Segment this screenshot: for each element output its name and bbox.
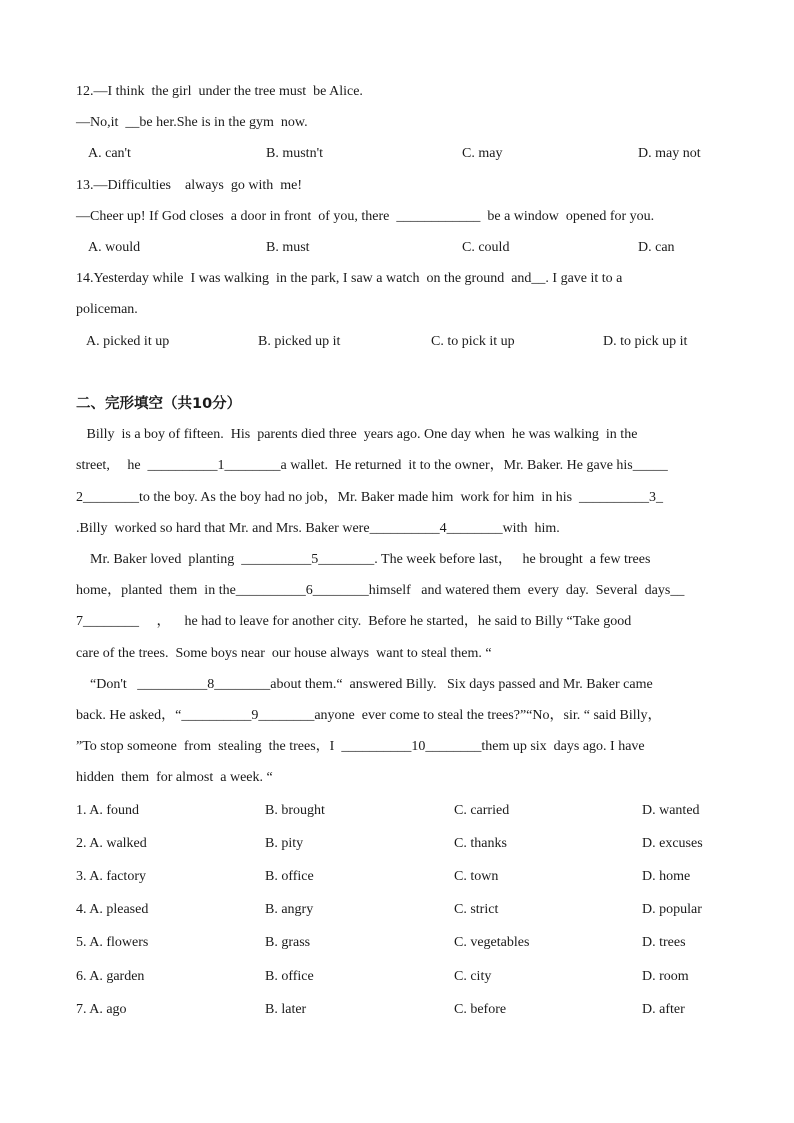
choice-option: 7. A. ago xyxy=(76,1002,127,1017)
q14-option-c: C. to pick it up xyxy=(431,334,515,349)
choice-option: 2. A. walked xyxy=(76,836,147,851)
passage-line: Billy is a boy of fifteen. His parents died three years ago. One day when he was walking in the xyxy=(76,427,638,442)
passage-text: a wallet. He returned it to the owner，Mr. Baker. He gave his xyxy=(280,458,633,473)
choice-option: D. room xyxy=(642,969,689,984)
choice-option: 3. A. factory xyxy=(76,869,146,884)
choice-option: 6. A. garden xyxy=(76,969,145,984)
choice-option: C. town xyxy=(454,869,499,884)
choice-option: D. after xyxy=(642,1002,685,1017)
q12-option-a: A. can't xyxy=(88,146,131,161)
q12-option-b: B. mustn't xyxy=(266,146,323,161)
choice-option: C. thanks xyxy=(454,836,507,851)
passage-line xyxy=(76,675,653,695)
passage-text: himself and watered them every day. Several days xyxy=(368,583,671,598)
passage-text: with him. xyxy=(502,521,560,536)
passage-text: . The week before last， he brought a few trees xyxy=(374,552,651,567)
passage-line xyxy=(76,519,560,539)
choice-option: B. office xyxy=(265,869,314,884)
q12-option-c: C. may xyxy=(462,146,503,161)
passage-text: about them.“ answered Billy. Six days passed and Mr. Baker came xyxy=(270,677,653,692)
passage-text: back. He asked，“ xyxy=(76,708,182,723)
blank-7: 7________ xyxy=(76,614,139,629)
q14-stem-line1: 14.Yesterday while I was walking in the park, I saw a watch on the ground and__. I gave it to a xyxy=(76,271,623,286)
choice-option: C. city xyxy=(454,969,492,984)
choice-option: C. strict xyxy=(454,902,499,917)
passage-line xyxy=(76,488,663,508)
blank-6: __________6________ xyxy=(235,583,369,598)
blank-1: __________1________ xyxy=(147,458,281,473)
q12-stem: 12.—I think the girl under the tree must be Alice. xyxy=(76,84,363,99)
choice-option: B. office xyxy=(265,969,314,984)
choice-option: D. trees xyxy=(642,935,686,950)
q13-option-d: D. can xyxy=(638,240,675,255)
choice-option: 1. A. found xyxy=(76,803,139,818)
passage-text: ， he had to leave for another city. Before he started，he said to Billy “Take good xyxy=(139,614,632,629)
passage-text: Mr. Baker loved planting xyxy=(76,552,242,567)
choice-option: C. vegetables xyxy=(454,935,530,950)
passage-text: anyone ever come to steal the trees?”“No，sir. “ said Billy， xyxy=(314,708,662,723)
blank-8: __________8________ xyxy=(137,677,271,692)
blank-9: __________9________ xyxy=(181,708,315,723)
passage-text: .Billy worked so hard that Mr. and Mrs. Baker were xyxy=(76,521,370,536)
choice-option: D. popular xyxy=(642,902,702,917)
passage-text: __ xyxy=(670,583,685,598)
choice-option: C. carried xyxy=(454,803,510,818)
blank-5: __________5________ xyxy=(241,552,375,567)
passage-text: “Don't xyxy=(76,677,138,692)
passage-text: ”To stop someone from stealing the trees，I xyxy=(76,739,342,754)
q13-stem: 13.—Difficulties always go with me! xyxy=(76,178,303,193)
choice-option: 4. A. pleased xyxy=(76,902,149,917)
q12-option-d: D. may not xyxy=(638,146,701,161)
passage-line: care of the trees. Some boys near our house always want to steal them. “ xyxy=(76,646,492,661)
q14-stem-line2: policeman. xyxy=(76,302,138,317)
passage-text: _____ xyxy=(632,458,668,473)
choice-option: C. before xyxy=(454,1002,507,1017)
blank-2: 2________ xyxy=(76,490,139,505)
passage-text: them up six days ago. I have xyxy=(481,739,645,754)
choice-option: B. later xyxy=(265,1002,307,1017)
choice-option: B. brought xyxy=(265,803,325,818)
passage-text: to the boy. As the boy had no job，Mr. Baker made him work for him in his xyxy=(139,490,580,505)
choice-option: D. home xyxy=(642,869,691,884)
q13-option-a: A. would xyxy=(88,240,141,255)
q14-option-a: A. picked it up xyxy=(86,334,170,349)
q12-reply: —No,it __be her.She is in the gym now. xyxy=(76,115,308,130)
choice-option: B. grass xyxy=(265,935,311,950)
section-title: 二、完形填空（共10分） xyxy=(76,396,242,412)
blank-3: __________3_ xyxy=(579,490,664,505)
q13-reply: —Cheer up! If God closes a door in front of you, there ____________ be a window opened for you. xyxy=(76,209,655,224)
passage-line xyxy=(76,737,645,757)
passage-line xyxy=(76,550,650,570)
passage-text: home，planted them in the xyxy=(76,583,236,598)
blank-10: __________10________ xyxy=(341,739,482,754)
passage-line xyxy=(76,581,684,601)
choice-option: 5. A. flowers xyxy=(76,935,149,950)
choice-option: D. wanted xyxy=(642,803,700,818)
choice-option: B. pity xyxy=(265,836,304,851)
choice-option: D. excuses xyxy=(642,836,703,851)
q14-option-b: B. picked up it xyxy=(258,334,341,349)
q13-option-b: B. must xyxy=(266,240,310,255)
passage-text: street, he xyxy=(76,458,148,473)
passage-line xyxy=(76,456,668,476)
passage-line xyxy=(76,706,662,726)
choice-option: B. angry xyxy=(265,902,314,917)
passage-line: hidden them for almost a week. “ xyxy=(76,770,273,785)
passage-line xyxy=(76,612,631,632)
q13-option-c: C. could xyxy=(462,240,510,255)
q14-option-d: D. to pick up it xyxy=(603,334,688,349)
blank-4: __________4________ xyxy=(369,521,503,536)
